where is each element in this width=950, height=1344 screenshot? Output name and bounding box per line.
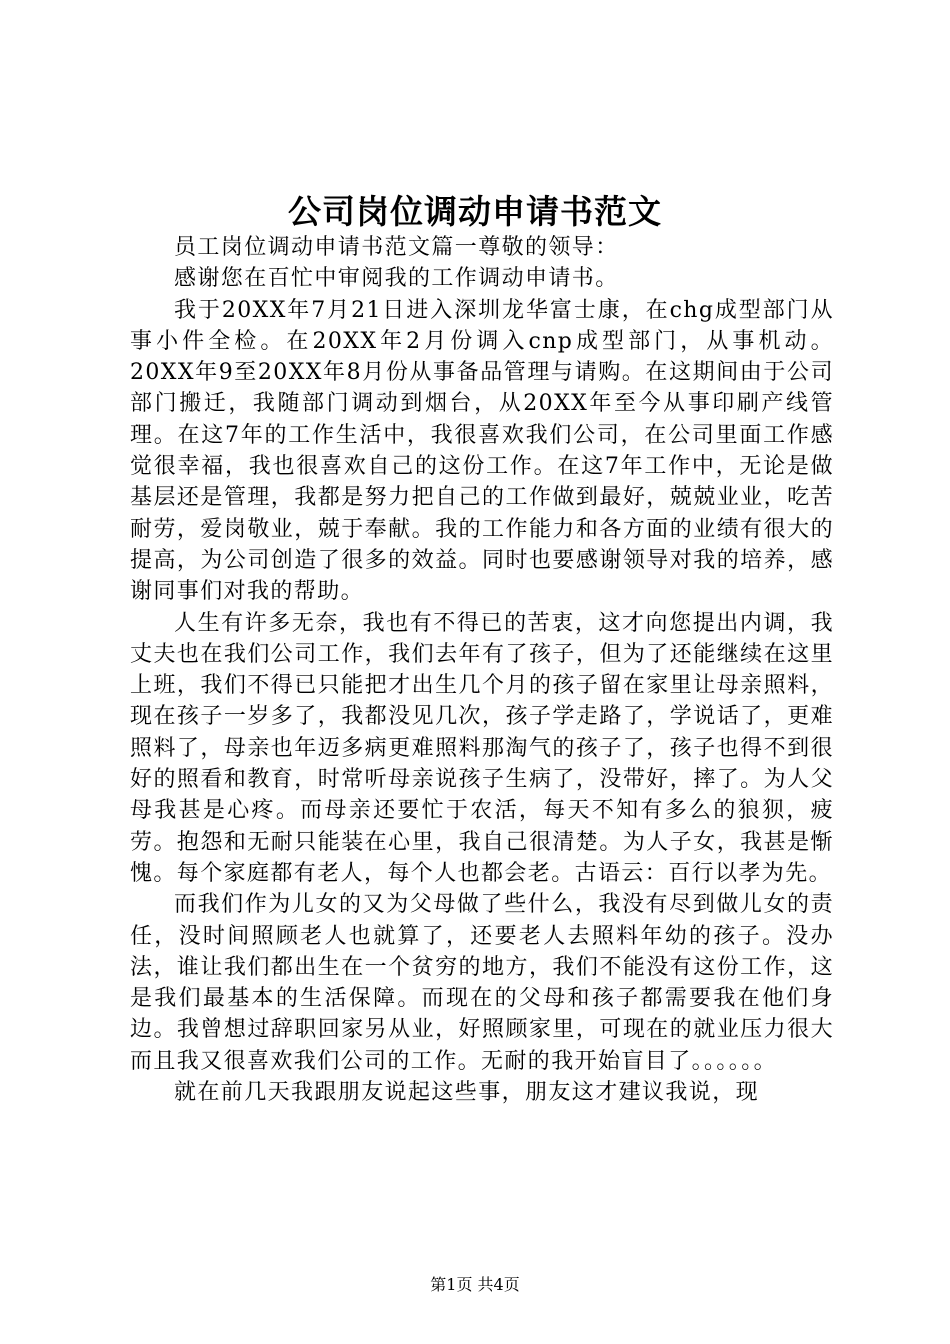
paragraph: 人生有许多无奈，我也有不得已的苦衷，这才向您提出内调，我丈夫也在我们公司工作，我们去年有了孩子，但为了还能继续在这里上班，我们不得已只能把才出生几个月的孩子留在家里让母亲照料，现在孩子一岁多了，我都没见几次，孩子学走路了，学说话了，更难照料了，母亲也年迈多病更难照料那淘气的孩子了，孩子也得不到很好的照看和教育，时常听母亲说孩子生病了，没带好，摔了。为人父母我甚是心疼。而母亲还要忙于农活，每天不知有多么的狼狈，疲劳。抱怨和无耐只能装在心里，我自己很清楚。为人子女，我甚是惭愧。每个家庭都有老人，每个人也都会老。古语云：百行以孝为先。 — [130, 610, 834, 886]
paragraph: 员工岗位调动申请书范文篇一尊敬的领导： — [174, 235, 619, 260]
document-title: 公司岗位调动申请书范文 — [288, 192, 662, 231]
paragraph: 而我们作为儿女的又为父母做了些什么，我没有尽到做儿女的责任，没时间照顾老人也就算了，还要老人去照料年幼的孩子。没办法，谁让我们都出生在一个贫穷的地方，我们不能没有这份工作，这是我们最基本的生活保障。而现在的父母和孩子都需要我在他们身边。我曾想过辞职回家另从业，好照顾家里，可现在的就业压力很大而且我又很喜欢我们公司的工作。无耐的我开始盲目了。。。。。。 — [130, 892, 834, 1074]
document-body — [130, 232, 834, 1108]
page-footer: 第1页 共4页 — [430, 1275, 520, 1294]
paragraph: 就在前几天我跟朋友说起这些事，朋友这才建议我说，现 — [174, 1080, 760, 1106]
paragraph: 感谢您在百忙中审阅我的工作调动申请书。 — [174, 266, 619, 292]
paragraph: 我于20XX年7月21日进入深圳龙华富士康，在chg成型部门从事小件全检。在20XX年2月份调入cnp成型部门，从事机动。20XX年9至20XX年8月份从事备品管理与请购。在这期间由于公司部门搬迁，我随部门调动到烟台，从20XX年至今从事印刷产线管理。在这7年的工作生活中，我很喜欢我们公司，在公司里面工作感觉很幸福，我也很喜欢自己的这份工作。在这7年工作中，无论是做基层还是管理，我都是努力把自己的工作做到最好，兢兢业业，吃苦耐劳，爱岗敬业，兢于奉献。我的工作能力和各方面的业绩有很大的提高，为公司创造了很多的效益。同时也要感谢领导对我的培养，感谢同事们对我的帮助。 — [130, 297, 834, 605]
